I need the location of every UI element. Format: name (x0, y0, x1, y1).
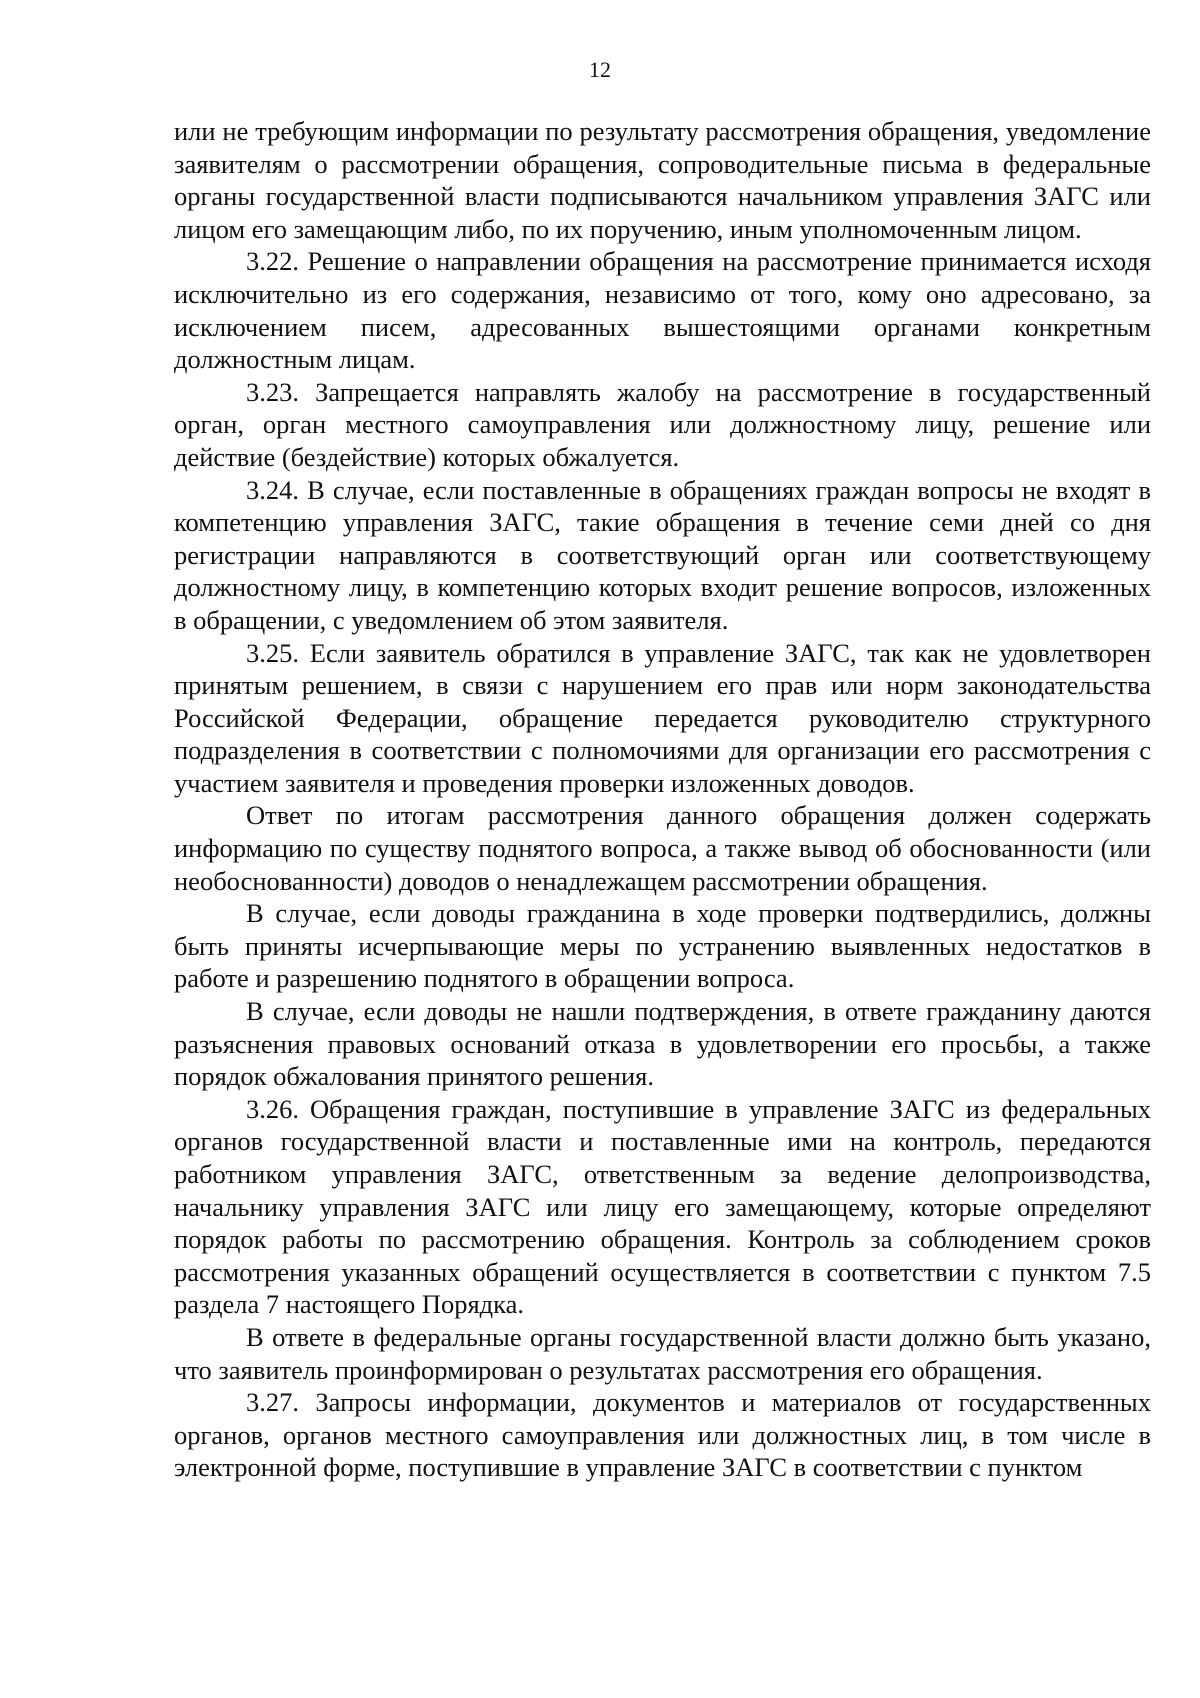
paragraph-continuation: или не требующим информации по результату рассмотрения обращения, уведомление заявителям о рассмотрении обращения, сопроводительные письма в федеральные органы государственной власти подписываются начальником управления ЗАГС или лицом его замещающим либо, по их поручению, иным уполномоченным лицом. (174, 116, 1151, 244)
paragraph-3-25-answer: Ответ по итогам рассмотрения данного обращения должен содержать информацию по существу поднятого вопроса, а также вывод об обоснованности (или необоснованности) доводов о ненадлежащем рассмотрении обращения. (174, 800, 1151, 896)
paragraph-3-26-answer: В ответе в федеральные органы государственной власти должно быть указано, что заявитель проинформирован о результатах рассмотрения его обращения. (174, 1321, 1151, 1385)
page-number: 12 (589, 57, 611, 82)
paragraph-3-27: 3.27. Запросы информации, документов и материалов от государственных органов, органов местного самоуправления или должностных лиц, в том числе в электронной форме, поступившие в управление ЗАГС в соответствии с пунктом (174, 1387, 1151, 1483)
paragraph-3-25-not-confirmed: В случае, если доводы не нашли подтверждения, в ответе гражданину даются разъяснения правовых оснований отказа в удовлетворении его просьбы, а также порядок обжалования принятого решения. (174, 996, 1151, 1092)
paragraph-3-24: 3.24. В случае, если поставленные в обращениях граждан вопросы не входят в компетенцию управления ЗАГС, такие обращения в течение семи дней со дня регистрации направляются в соответствующий орган или соответствующему должностному лицу, в компетенцию которых входит решение вопросов, изложенных в обращении, с уведомлением об этом заявителя. (174, 474, 1151, 635)
paragraph-3-25: 3.25. Если заявитель обратился в управление ЗАГС, так как не удовлетворен принятым решением, в связи с нарушением его прав или норм законодательства Российской Федерации, обращение передается руководителю структурного подразделения в соответствии с полномочиями для организации его рассмотрения с участием заявителя и проведения проверки изложенных доводов. (174, 637, 1151, 798)
paragraph-3-23: 3.23. Запрещается направлять жалобу на рассмотрение в государственный орган, орган местного самоуправления или должностному лицу, решение или действие (бездействие) которых обжалуется. (174, 376, 1151, 472)
document-body (174, 115, 1151, 1484)
paragraph-3-26: 3.26. Обращения граждан, поступившие в управление ЗАГС из федеральных органов государственной власти и поставленные ими на контроль, передаются работником управления ЗАГС, ответственным за ведение делопроизводства, начальнику управления ЗАГС или лицу его замещающему, которые определяют порядок работы по рассмотрению обращения. Контроль за соблюдением сроков рассмотрения указанных обращений осуществляется в соответствии с пунктом 7.5 раздела 7 настоящего Порядка. (174, 1093, 1151, 1320)
paragraph-3-22: 3.22. Решение о направлении обращения на рассмотрение принимается исходя исключительно из его содержания, независимо от того, кому оно адресовано, за исключением писем, адресованных вышестоящими органами конкретным должностным лицам. (174, 246, 1151, 375)
paragraph-3-25-confirmed: В случае, если доводы гражданина в ходе проверки подтвердились, должны быть приняты исчерпывающие меры по устранению выявленных недостатков в работе и разрешению поднятого в обращении вопроса. (174, 898, 1151, 994)
